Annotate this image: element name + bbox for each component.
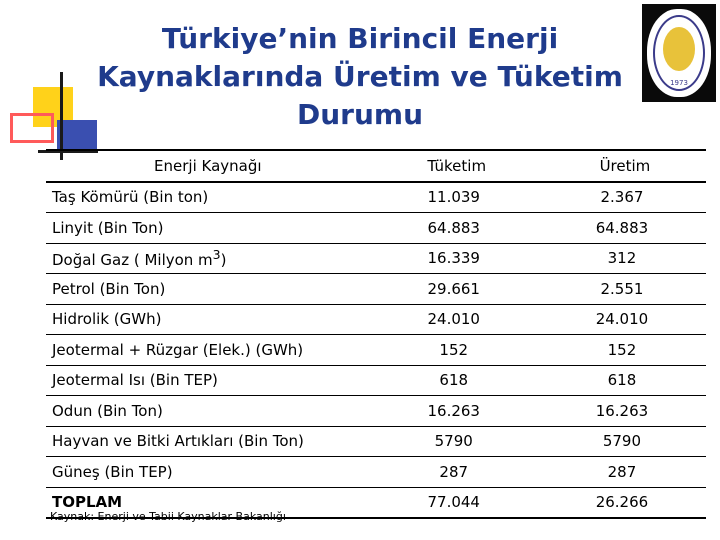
- row-production: 2.551: [600, 279, 644, 298]
- row-source-superscript: 3: [212, 247, 221, 263]
- row-source: Hidrolik (GWh): [52, 310, 162, 329]
- row-consumption: 16.339: [427, 249, 480, 268]
- row-source-prefix: Doğal Gaz ( Milyon m: [52, 251, 213, 270]
- row-production: 5790: [602, 432, 642, 451]
- decorative-vertical-line: [60, 72, 63, 160]
- row-production: 2.367: [600, 188, 644, 207]
- logo-emblem-icon: [663, 27, 695, 71]
- total-consumption: 77.044: [427, 493, 480, 512]
- table-header-row: [46, 150, 706, 182]
- row-production: 618: [607, 371, 637, 390]
- table-row: [46, 304, 706, 335]
- title-line-1: Türkiye’nin Birincil Enerji: [161, 22, 559, 55]
- header-source: Enerji Kaynağı: [154, 156, 262, 175]
- row-source: Petrol (Bin Ton): [52, 279, 166, 298]
- energy-table: [46, 149, 706, 519]
- decorative-red-square: [10, 113, 54, 143]
- row-source: Hayvan ve Bitki Artıkları (Bin Ton): [52, 432, 304, 451]
- table-row: [46, 396, 706, 427]
- university-logo: [642, 4, 716, 102]
- row-source: Jeotermal + Rüzgar (Elek.) (GWh): [52, 340, 304, 359]
- row-consumption: 29.661: [427, 279, 480, 298]
- row-source: [46, 243, 370, 274]
- row-source: Taş Kömürü (Bin ton): [52, 188, 209, 207]
- row-source-suffix: ): [220, 251, 227, 270]
- slide-title: [80, 20, 640, 134]
- table-row: [46, 365, 706, 396]
- title-line-2: Kaynaklarında Üretim ve Tüketim: [97, 60, 623, 93]
- row-source: Odun (Bin Ton): [52, 401, 163, 420]
- table-row: [46, 213, 706, 244]
- row-consumption: 618: [439, 371, 469, 390]
- row-production: 287: [607, 462, 637, 481]
- row-consumption: 24.010: [427, 310, 480, 329]
- row-production: 16.263: [595, 401, 649, 420]
- total-label: TOPLAM: [52, 493, 123, 512]
- row-source: Güneş (Bin TEP): [52, 462, 173, 481]
- table-row: [46, 182, 706, 213]
- row-consumption: 64.883: [427, 218, 480, 237]
- row-production: 24.010: [595, 310, 649, 329]
- row-consumption: 287: [439, 462, 469, 481]
- row-consumption: 152: [439, 340, 469, 359]
- table-row: [46, 426, 706, 457]
- logo-year: 1973: [670, 79, 688, 87]
- table-row: [46, 457, 706, 488]
- row-production: 152: [607, 340, 637, 359]
- row-production: 64.883: [595, 218, 649, 237]
- source-note: Kaynak: Enerji ve Tabii Kaynaklar Bakanlığı: [50, 510, 286, 523]
- title-line-3: Durumu: [296, 98, 424, 131]
- row-consumption: 5790: [434, 432, 473, 451]
- row-source: Linyit (Bin Ton): [52, 218, 164, 237]
- header-production: Üretim: [599, 156, 651, 175]
- table-row: [46, 274, 706, 305]
- total-production: 26.266: [595, 493, 649, 512]
- row-production: 312: [607, 249, 637, 268]
- row-consumption: 16.263: [427, 401, 480, 420]
- row-consumption: 11.039: [427, 188, 480, 207]
- row-source: Jeotermal Isı (Bin TEP): [52, 371, 218, 390]
- table-row: [46, 335, 706, 366]
- header-consumption: Tüketim: [427, 156, 487, 175]
- table-row: [46, 243, 706, 274]
